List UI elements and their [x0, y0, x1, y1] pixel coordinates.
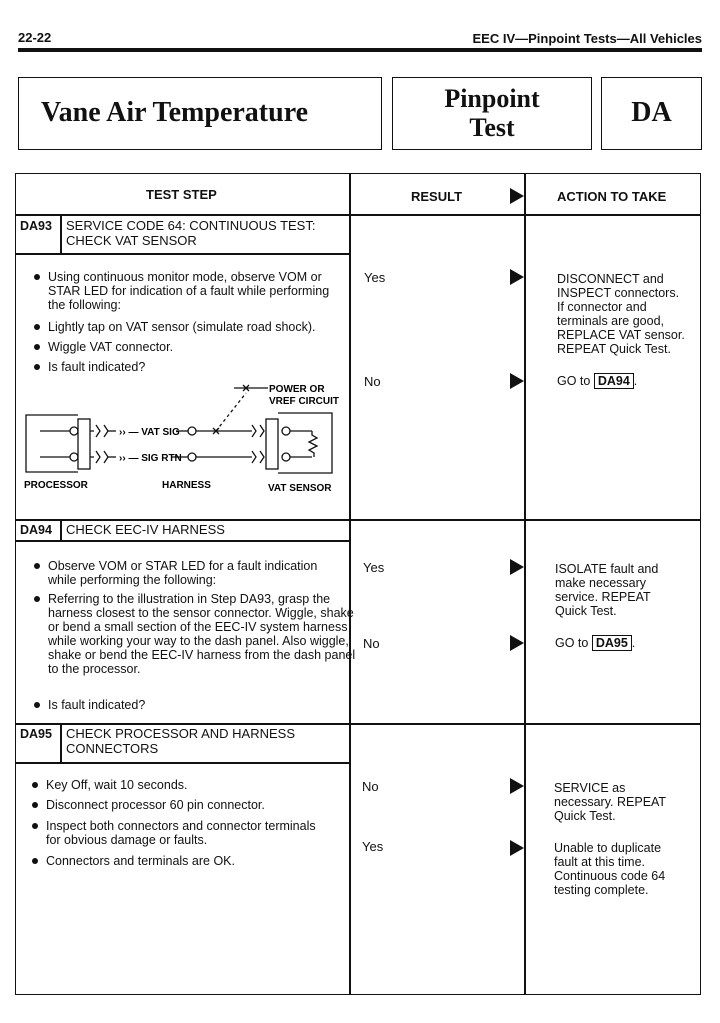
step-title-da95 — [66, 726, 295, 756]
step-id-da93: DA93 — [20, 219, 52, 233]
col-divider-2 — [524, 174, 526, 994]
bullet-item: Is fault indicated? — [34, 360, 348, 374]
action-line: Quick Test. — [554, 809, 616, 823]
bullet-item: Is fault indicated? — [34, 698, 348, 712]
action-line: ISOLATE fault and — [555, 562, 659, 576]
header-row-rule — [16, 214, 700, 216]
goto-suffix: . — [631, 636, 636, 650]
test-table — [15, 173, 701, 995]
step-title-line: SERVICE CODE 64: CONTINUOUS TEST: — [66, 218, 316, 233]
bullet-item: Inspect both connectors and connector terminals for obvious damage or faults. — [32, 819, 316, 847]
da94-row-rule — [16, 519, 700, 521]
da93-id-divider — [60, 214, 62, 254]
action-line: fault at this time. — [554, 855, 646, 869]
action-line: If connector and — [557, 300, 647, 314]
page-title: Vane Air Temperature — [41, 97, 309, 128]
action-line: make necessary — [555, 576, 647, 590]
step-title-da93 — [66, 218, 315, 248]
bullet-item: Disconnect processor 60 pin connector. — [32, 798, 346, 812]
action-da94-no — [555, 636, 635, 650]
action-line: INSPECT connectors. — [557, 286, 680, 300]
vat-sig-text: VAT SIG — [141, 427, 180, 438]
result-no: No — [363, 636, 380, 651]
title-box — [18, 77, 382, 150]
arrow-icon — [510, 635, 524, 651]
action-line: testing complete. — [554, 883, 649, 897]
action-line: terminals are good, — [557, 314, 665, 328]
result-no: No — [362, 779, 379, 794]
action-line: Unable to duplicate — [554, 841, 662, 855]
action-line: Quick Test. — [555, 604, 617, 618]
pinpoint-box — [392, 77, 592, 150]
section-title: EEC IV—Pinpoint Tests—All Vehicles — [472, 31, 702, 46]
header-rule — [18, 48, 702, 52]
pinpoint-line1: Pinpoint — [444, 84, 540, 113]
bullet-item: Key Off, wait 10 seconds. — [32, 778, 346, 792]
goto-da94-link[interactable]: DA94 — [594, 373, 634, 389]
page-number: 22-22 — [18, 30, 52, 45]
da95-row-rule — [16, 723, 700, 725]
arrow-icon — [510, 269, 524, 285]
action-line: service. REPEAT — [555, 590, 651, 604]
thermistor-symbol — [309, 431, 317, 457]
goto-da95-link[interactable]: DA95 — [592, 635, 632, 651]
goto-suffix: . — [633, 374, 638, 388]
processor-connector — [78, 419, 90, 469]
code-box — [601, 77, 702, 150]
sig-rtn-label: ›› — SIG RTN — [119, 453, 182, 464]
power-label-1: POWER OR — [269, 384, 325, 395]
da94-id-divider — [60, 519, 62, 541]
da93-title-rule — [16, 253, 350, 255]
sig-rtn-text: SIG RTN — [141, 453, 182, 464]
step-id-da95: DA95 — [20, 727, 52, 741]
wiring-diagram — [20, 379, 346, 499]
action-line: necessary. REPEAT — [554, 795, 667, 809]
da95-id-divider — [60, 723, 62, 763]
bullet-item: Referring to the illustration in Step DA93, grasp the harness closest to the sensor connector. Wiggle, shake or bend a small section of the EEC-IV system harness while working your way to the dash panel. Also wiggle, shake or bend the EEC-IV harness from the dash panel to the processor. — [34, 592, 358, 676]
col-test-step: TEST STEP — [146, 187, 217, 202]
result-no: No — [364, 374, 381, 389]
step-title-line: CONNECTORS — [66, 741, 159, 756]
sensor-connector — [266, 419, 278, 469]
sensor-label: VAT SENSOR — [268, 483, 332, 494]
step-id-da94: DA94 — [20, 523, 52, 537]
da95-title-rule — [16, 762, 350, 764]
action-da93-no — [557, 374, 637, 388]
da94-title-rule — [16, 540, 350, 542]
action-line: SERVICE as — [554, 781, 626, 795]
action-da95-yes — [554, 841, 665, 897]
arrow-icon — [510, 840, 524, 856]
sensor-outline — [278, 413, 332, 473]
bullet-item: Wiggle VAT connector. — [34, 340, 348, 354]
bullet-item: Connectors and terminals are OK. — [32, 854, 346, 868]
col-result: RESULT — [411, 189, 463, 204]
step-title-line: CHECK VAT SENSOR — [66, 233, 197, 248]
action-da94-yes — [555, 562, 658, 618]
col-action: ACTION TO TAKE — [557, 189, 667, 204]
action-line: DISCONNECT and — [557, 272, 664, 286]
goto-label: GO to — [557, 374, 591, 388]
col-divider-1 — [349, 174, 351, 994]
result-yes: Yes — [364, 270, 386, 285]
arrow-icon — [510, 373, 524, 389]
test-code: DA — [631, 97, 672, 128]
action-da95-no — [554, 781, 666, 823]
step-title-da94: CHECK EEC-IV HARNESS — [66, 522, 225, 537]
power-label-2: VREF CIRCUIT — [269, 396, 339, 407]
goto-label: GO to — [555, 636, 589, 650]
step-title-line: CHECK PROCESSOR AND HARNESS — [66, 726, 295, 741]
result-yes: Yes — [362, 839, 384, 854]
vat-sig-label: ›› — VAT SIG — [119, 427, 180, 438]
arrow-icon — [510, 188, 524, 204]
harness-label: HARNESS — [162, 480, 211, 491]
action-da93-yes — [557, 272, 685, 356]
action-line: REPLACE VAT sensor. — [557, 328, 685, 342]
arrow-icon — [510, 559, 524, 575]
action-line: REPEAT Quick Test. — [557, 342, 671, 356]
bullet-item: Using continuous monitor mode, observe VOM or STAR LED for indication of a fault while performing the following: — [34, 270, 348, 312]
pinpoint-label — [393, 84, 591, 142]
bullet-item: Observe VOM or STAR LED for a fault indication while performing the following: — [34, 559, 338, 587]
result-yes: Yes — [363, 560, 385, 575]
arrow-icon — [510, 778, 524, 794]
pinpoint-line2: Test — [469, 113, 515, 142]
bullet-item: Lightly tap on VAT sensor (simulate road shock). — [34, 320, 358, 334]
processor-label: PROCESSOR — [24, 480, 88, 491]
processor-outline — [26, 415, 78, 472]
action-line: Continuous code 64 — [554, 869, 666, 883]
